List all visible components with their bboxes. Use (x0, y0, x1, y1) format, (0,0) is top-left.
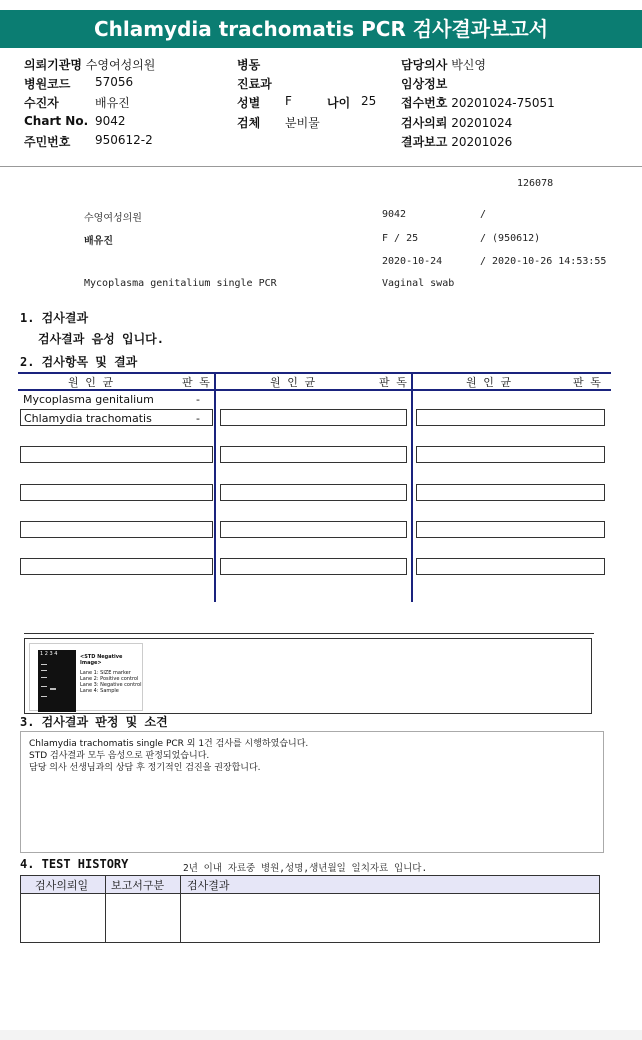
result-row (220, 484, 407, 501)
clinic-name: 수영여성의원 (84, 213, 142, 224)
result-row (416, 409, 605, 426)
col-organism-header: 원 인 균 (270, 376, 316, 389)
result-row (20, 446, 213, 463)
grid-divider (214, 372, 216, 602)
gel-caption: <STD Negative Image> (80, 654, 123, 666)
gel-legend-line: Lane 2: Positive control (80, 676, 139, 682)
result-row (220, 558, 407, 575)
history-header (21, 876, 599, 894)
result-row (20, 484, 213, 501)
gel-photo (38, 650, 76, 712)
patient-field: 수진자 배유진 (24, 96, 130, 110)
gel-lanes: 1 2 3 4 (40, 651, 58, 657)
gel-legend-line: Lane 3: Negative control (80, 682, 142, 688)
result-organism: Mycoplasma genitalium (23, 393, 154, 406)
history-note: 2년 이내 자료중 병원,성명,생년월일 일치자료 입니다. (183, 863, 428, 874)
result-row (220, 521, 407, 538)
opinion-line: 담당 의사 선생님과의 상담 후 정기적인 검진을 권장합니다. (29, 763, 261, 773)
col-organism-header: 원 인 균 (68, 376, 114, 389)
chart-field: Chart No. 9042 (24, 114, 126, 128)
gel-legend-line: Lane 1: SIZE marker (80, 670, 131, 676)
result-row (416, 484, 605, 501)
history-col-divider (105, 876, 106, 942)
col-judgement-header: 판 독 (573, 376, 601, 389)
report-date-field: 결과보고 20201026 (401, 135, 513, 149)
patient-name: 배유진 (84, 236, 113, 247)
clinical-field: 임상정보 (401, 77, 448, 91)
result-summary: 검사결과 음성 입니다. (38, 332, 165, 346)
report-title: Chlamydia trachomatis PCR 검사결과보고서 (0, 10, 642, 48)
result-judgement: - (196, 393, 200, 406)
specimen-type: Vaginal swab (382, 278, 455, 289)
chart-number: 9042 (382, 209, 407, 220)
history-col-request-date: 검사의뢰일 (35, 879, 89, 892)
sex-age: F / 25 (382, 233, 419, 244)
test-name: Mycoplasma genitalium single PCR (84, 278, 277, 289)
gel-image-frame (24, 638, 592, 714)
dept-field: 진료과 (237, 77, 272, 91)
result-judgement: - (196, 412, 200, 425)
col-organism-header: 원 인 균 (466, 376, 512, 389)
age-field: 나이 25 (327, 94, 377, 110)
hospcode-field: 병원코드 57056 (24, 75, 134, 91)
history-table (20, 875, 600, 943)
birth-date: / (950612) (480, 233, 541, 244)
history-col-result: 검사결과 (187, 879, 230, 892)
section3-title: 3. 검사결과 판정 및 소견 (20, 715, 168, 729)
ward-field: 병동 (237, 58, 261, 72)
specimen-field: 검체 분비물 (237, 116, 320, 130)
result-row (20, 409, 213, 426)
separator: / (480, 209, 487, 220)
sex-field: 성별 F (237, 94, 292, 110)
result-row (220, 446, 407, 463)
result-organism: Chlamydia trachomatis (24, 412, 152, 425)
section1-title: 1. 검사결과 (20, 311, 89, 325)
divider (24, 633, 594, 634)
receipt-field: 접수번호 20201024-75051 (401, 96, 555, 110)
col-judgement-header: 판 독 (379, 376, 407, 389)
grid-divider (411, 372, 413, 602)
result-row (220, 409, 407, 426)
gel-image (29, 643, 143, 711)
col-judgement-header: 판 독 (182, 376, 210, 389)
history-col-divider (180, 876, 181, 942)
result-row (20, 521, 213, 538)
history-col-report-type: 보고서구분 (111, 879, 165, 892)
opinion-line: STD 검사결과 모두 음성으로 판정되었습니다. (29, 751, 210, 761)
request-field: 검사의뢰 20201024 (401, 116, 513, 130)
header-info-box (0, 48, 642, 167)
report-time: / 2020-10-26 14:53:55 (480, 256, 607, 267)
result-row (416, 446, 605, 463)
result-row (416, 521, 605, 538)
doctor-field: 담당의사 박신영 (401, 58, 486, 72)
id-number: 126078 (517, 178, 554, 189)
section4-title: 4. TEST HISTORY (20, 857, 129, 871)
hospital-field: 의뢰기관명 수영여성의원 (24, 58, 156, 72)
gel-legend-line: Lane 4: Sample (80, 688, 119, 694)
result-row (20, 558, 213, 575)
results-grid (18, 372, 611, 602)
receipt-date: 2020-10-24 (382, 256, 443, 267)
rrn-field: 주민번호 950612-2 (24, 133, 153, 149)
opinion-box (20, 731, 604, 853)
gel-legend (80, 654, 142, 694)
opinion-line: Chlamydia trachomatis single PCR 외 1건 검사를 시행하였습니다. (29, 739, 309, 749)
section2-title: 2. 검사항목 및 결과 (20, 355, 138, 369)
result-row (416, 558, 605, 575)
